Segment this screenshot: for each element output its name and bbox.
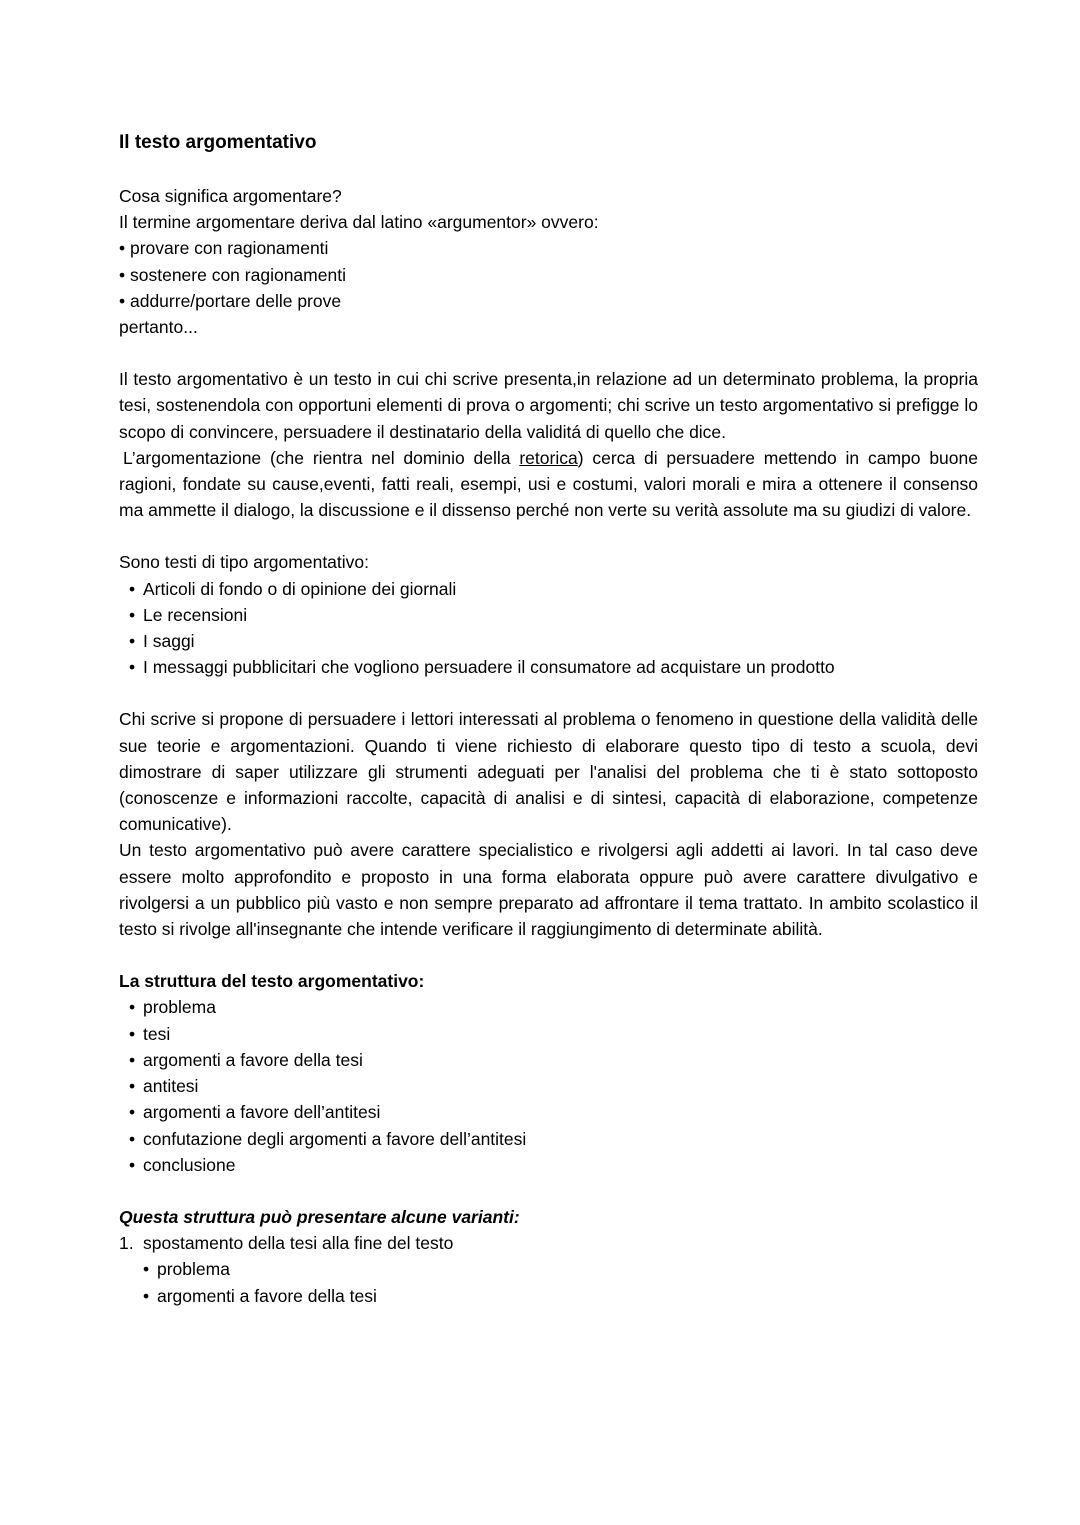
argumentation-text-end: ) cerca di persuadere mettendo in campo buone ragioni, fondate su cause,eventi, fatti reali, esempi, usi e costumi, valori morali e mira a ottenere il consenso ma ammette il dialogo, la discussione e il dissenso perché non verte su verità assolute ma su giudizi di valore.	[119, 447, 978, 521]
spacer	[119, 523, 978, 549]
retorica-link[interactable]: retorica	[519, 447, 578, 468]
list-item-text: I messaggi pubblicitari che vogliono persuadere il consumatore ad acquistare un prodotto	[143, 657, 835, 678]
spacer	[119, 680, 978, 706]
variant-item	[119, 1230, 978, 1256]
argumentation-paragraph	[119, 445, 978, 524]
types-list	[119, 576, 978, 681]
definition-paragraph: Il testo argomentativo è un testo in cui chi scrive presenta,in relazione ad un determinato problema, la propria tesi, sostenendola con opportuni elementi di prova o argomenti; chi scrive un testo argomentativo si prefigge lo scopo di convincere, persuadere il destinatario della validitá di quello che dice.	[119, 369, 978, 442]
list-item	[119, 1256, 978, 1282]
variants-heading: Questa struttura può presentare alcune varianti:	[119, 1206, 520, 1227]
list-item	[119, 1099, 978, 1125]
list-item	[119, 994, 978, 1020]
bullet-icon: •	[129, 1128, 136, 1149]
list-item-text: argomenti a favore dell’antitesi	[143, 1102, 381, 1123]
bullet-icon: •	[143, 1285, 150, 1306]
writer-paragraph: Chi scrive si propone di persuadere i lettori interessati al problema o fenomeno in questione della validità delle sue teorie e argomentazioni. Quando ti viene richiesto di elaborare questo tipo di testo a scuola, devi dimostrare di saper utilizzare gli strumenti adeguati per l'analisi del problema che ti è stato sottoposto (conoscenze e informazioni raccolte, capacità di analisi e di sintesi, capacità di elaborazione, competenze comunicative).	[119, 709, 978, 835]
bullet-icon: •	[129, 604, 136, 625]
variant-number: 1.	[119, 1233, 134, 1254]
list-item	[119, 1047, 978, 1073]
list-item-text: I saggi	[143, 631, 195, 652]
list-item	[119, 654, 978, 680]
spacer	[119, 340, 978, 366]
bullet-icon: •	[129, 1154, 136, 1175]
list-item	[119, 1073, 978, 1099]
meaning-item: • provare con ragionamenti	[119, 238, 329, 259]
variant-sublist	[119, 1256, 978, 1308]
list-item	[119, 628, 978, 654]
list-item	[119, 1021, 978, 1047]
variant-label: spostamento della tesi alla fine del testo	[143, 1233, 454, 1254]
intro-question: Cosa significa argomentare?	[119, 186, 342, 206]
bullet-icon: •	[129, 631, 136, 652]
argumentation-text-start: L’argomentazione (che rientra nel dominio della	[123, 447, 520, 468]
meaning-item: • addurre/portare delle prove	[119, 290, 342, 311]
bullet-icon: •	[129, 1076, 136, 1097]
audience-paragraph: Un testo argomentativo può avere carattere specialistico e rivolgersi agli addetti ai lavori. In tal caso deve essere molto approfondito e proposto in una forma elaborata oppure può avere carattere divulgativo e rivolgersi a un pubblico più vasto e non sempre preparato ad affrontare il tema trattato. In ambito scolastico il testo si rivolge all'insegnante che intende verificare il raggiungimento di determinate abilità.	[119, 840, 978, 940]
bullet-icon: •	[129, 997, 136, 1018]
document-page	[119, 130, 978, 1309]
list-item-text: argomenti a favore della tesi	[157, 1285, 377, 1306]
list-item	[119, 576, 978, 602]
list-item	[119, 1283, 978, 1309]
bullet-icon: •	[129, 1049, 136, 1070]
bullet-icon: •	[129, 657, 136, 678]
intro-etymology: Il termine argomentare deriva dal latino «argumentor» ovvero:	[119, 212, 599, 233]
list-item	[119, 1152, 978, 1178]
bullet-icon: •	[129, 1102, 136, 1123]
structure-list	[119, 994, 978, 1177]
list-item	[119, 602, 978, 628]
spacer	[119, 1178, 978, 1204]
list-item-text: problema	[143, 997, 216, 1018]
meaning-item: • sostenere con ragionamenti	[119, 264, 346, 285]
list-item-text: conclusione	[143, 1154, 236, 1175]
list-item-text: argomenti a favore della tesi	[143, 1049, 363, 1070]
list-item-text: confutazione degli argomenti a favore dell’antitesi	[143, 1128, 527, 1149]
types-heading: Sono testi di tipo argomentativo:	[119, 552, 370, 573]
spacer	[119, 942, 978, 968]
bullet-icon: •	[129, 1023, 136, 1044]
list-item-text: Articoli di fondo o di opinione dei giornali	[143, 578, 457, 599]
list-item-text: tesi	[143, 1023, 171, 1044]
list-item	[119, 1126, 978, 1152]
bullet-icon: •	[143, 1259, 150, 1280]
list-item-text: antitesi	[143, 1076, 199, 1097]
intro-therefore: pertanto...	[119, 317, 198, 338]
list-item-text: Le recensioni	[143, 604, 248, 625]
bullet-icon: •	[129, 578, 136, 599]
variants-list	[119, 1230, 978, 1256]
list-item-text: problema	[157, 1259, 230, 1280]
structure-heading: La struttura del testo argomentativo:	[119, 971, 425, 992]
document-title: Il testo argomentativo	[119, 132, 317, 153]
